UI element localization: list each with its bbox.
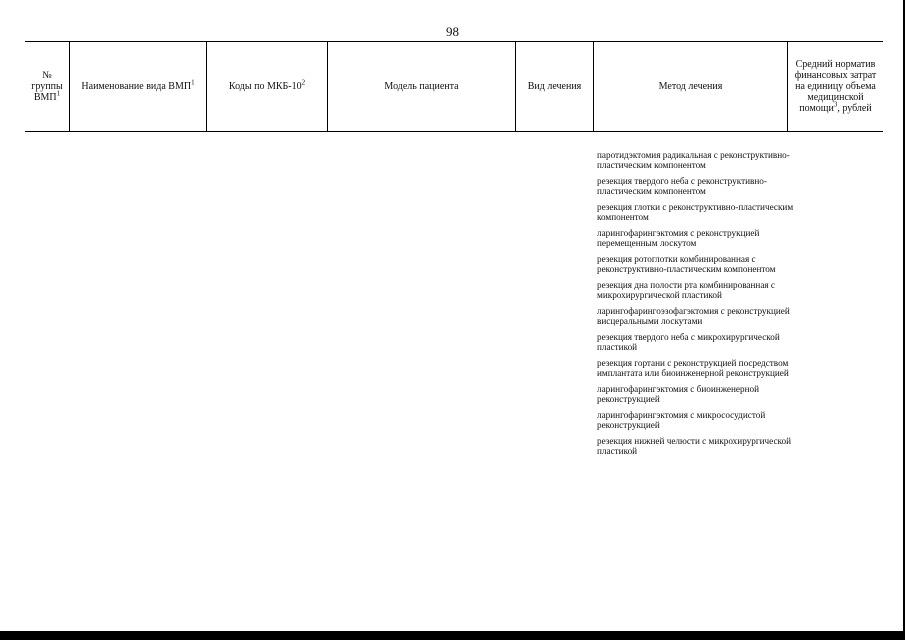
treatment-method-item: резекция ротоглотки комбинированная с реконструктивно-пластическим компонентом	[597, 254, 776, 275]
header-treatment-type-label: Вид лечения	[527, 81, 582, 92]
treatment-method-item: резекция нижней челюсти с микрохирургической пластикой	[597, 436, 792, 457]
treatment-method-item: ларингофарингэктомия с микрососудистой реконструкцией	[597, 410, 766, 431]
footnote-marker-3: 3	[833, 100, 838, 109]
treatment-method-item: резекция дна полости рта комбинированная с микрохирургической пластикой	[597, 280, 776, 301]
scan-edge-bottom	[0, 631, 905, 640]
header-group-number-label: № группы ВМП	[31, 70, 63, 103]
header-vmp-name	[69, 42, 206, 131]
treatment-method-item: паротидэктомия радикальная с реконструктивно-пластическим компонентом	[597, 150, 790, 171]
header-cost-standard-unit: , рублей	[837, 103, 872, 114]
header-cost-standard-label: Средний норматив финансовых затрат на единицу объема медицинской помощи	[794, 59, 877, 114]
header-icd-codes	[206, 42, 327, 131]
header-patient-model	[327, 42, 515, 131]
page-number: 98	[446, 24, 459, 39]
footnote-marker-1: 1	[56, 89, 61, 98]
treatment-method-item: ларингофарингоэзофагэктомия с реконструкцией висцеральными лоскутами	[597, 306, 790, 327]
treatment-method-item: резекция твердого неба с реконструктивно-пластическим компонентом	[597, 176, 767, 197]
footnote-marker-1: 1	[191, 78, 195, 87]
header-patient-model-label: Модель пациента	[384, 81, 459, 92]
treatment-method-item: резекция глотки с реконструктивно-пластическим компонентом	[597, 202, 794, 223]
header-treatment-method-label: Метод лечения	[658, 81, 723, 92]
header-treatment-method	[593, 42, 787, 131]
treatment-method-item: ларингофарингэктомия с реконструкцией перемещенным лоскутом	[597, 228, 760, 249]
header-group-number	[25, 42, 69, 131]
treatment-method-item: резекция твердого неба с микрохирургической пластикой	[597, 332, 780, 353]
header-vmp-name-label: Наименование вида ВМП	[81, 81, 192, 92]
treatment-method-item: ларингофарингэктомия с биоинженерной реконструкцией	[597, 384, 760, 405]
treatment-method-item: резекция гортани с реконструкцией посредством имплантата или биоинженерной реконструкцией	[597, 358, 789, 379]
header-treatment-type	[515, 42, 593, 131]
header-cost-standard	[787, 42, 883, 131]
header-icd-codes-label: Коды по МКБ-10	[228, 81, 302, 92]
treatment-method-list	[597, 150, 797, 462]
table-header-row	[25, 41, 883, 132]
footnote-marker-2: 2	[301, 78, 306, 87]
